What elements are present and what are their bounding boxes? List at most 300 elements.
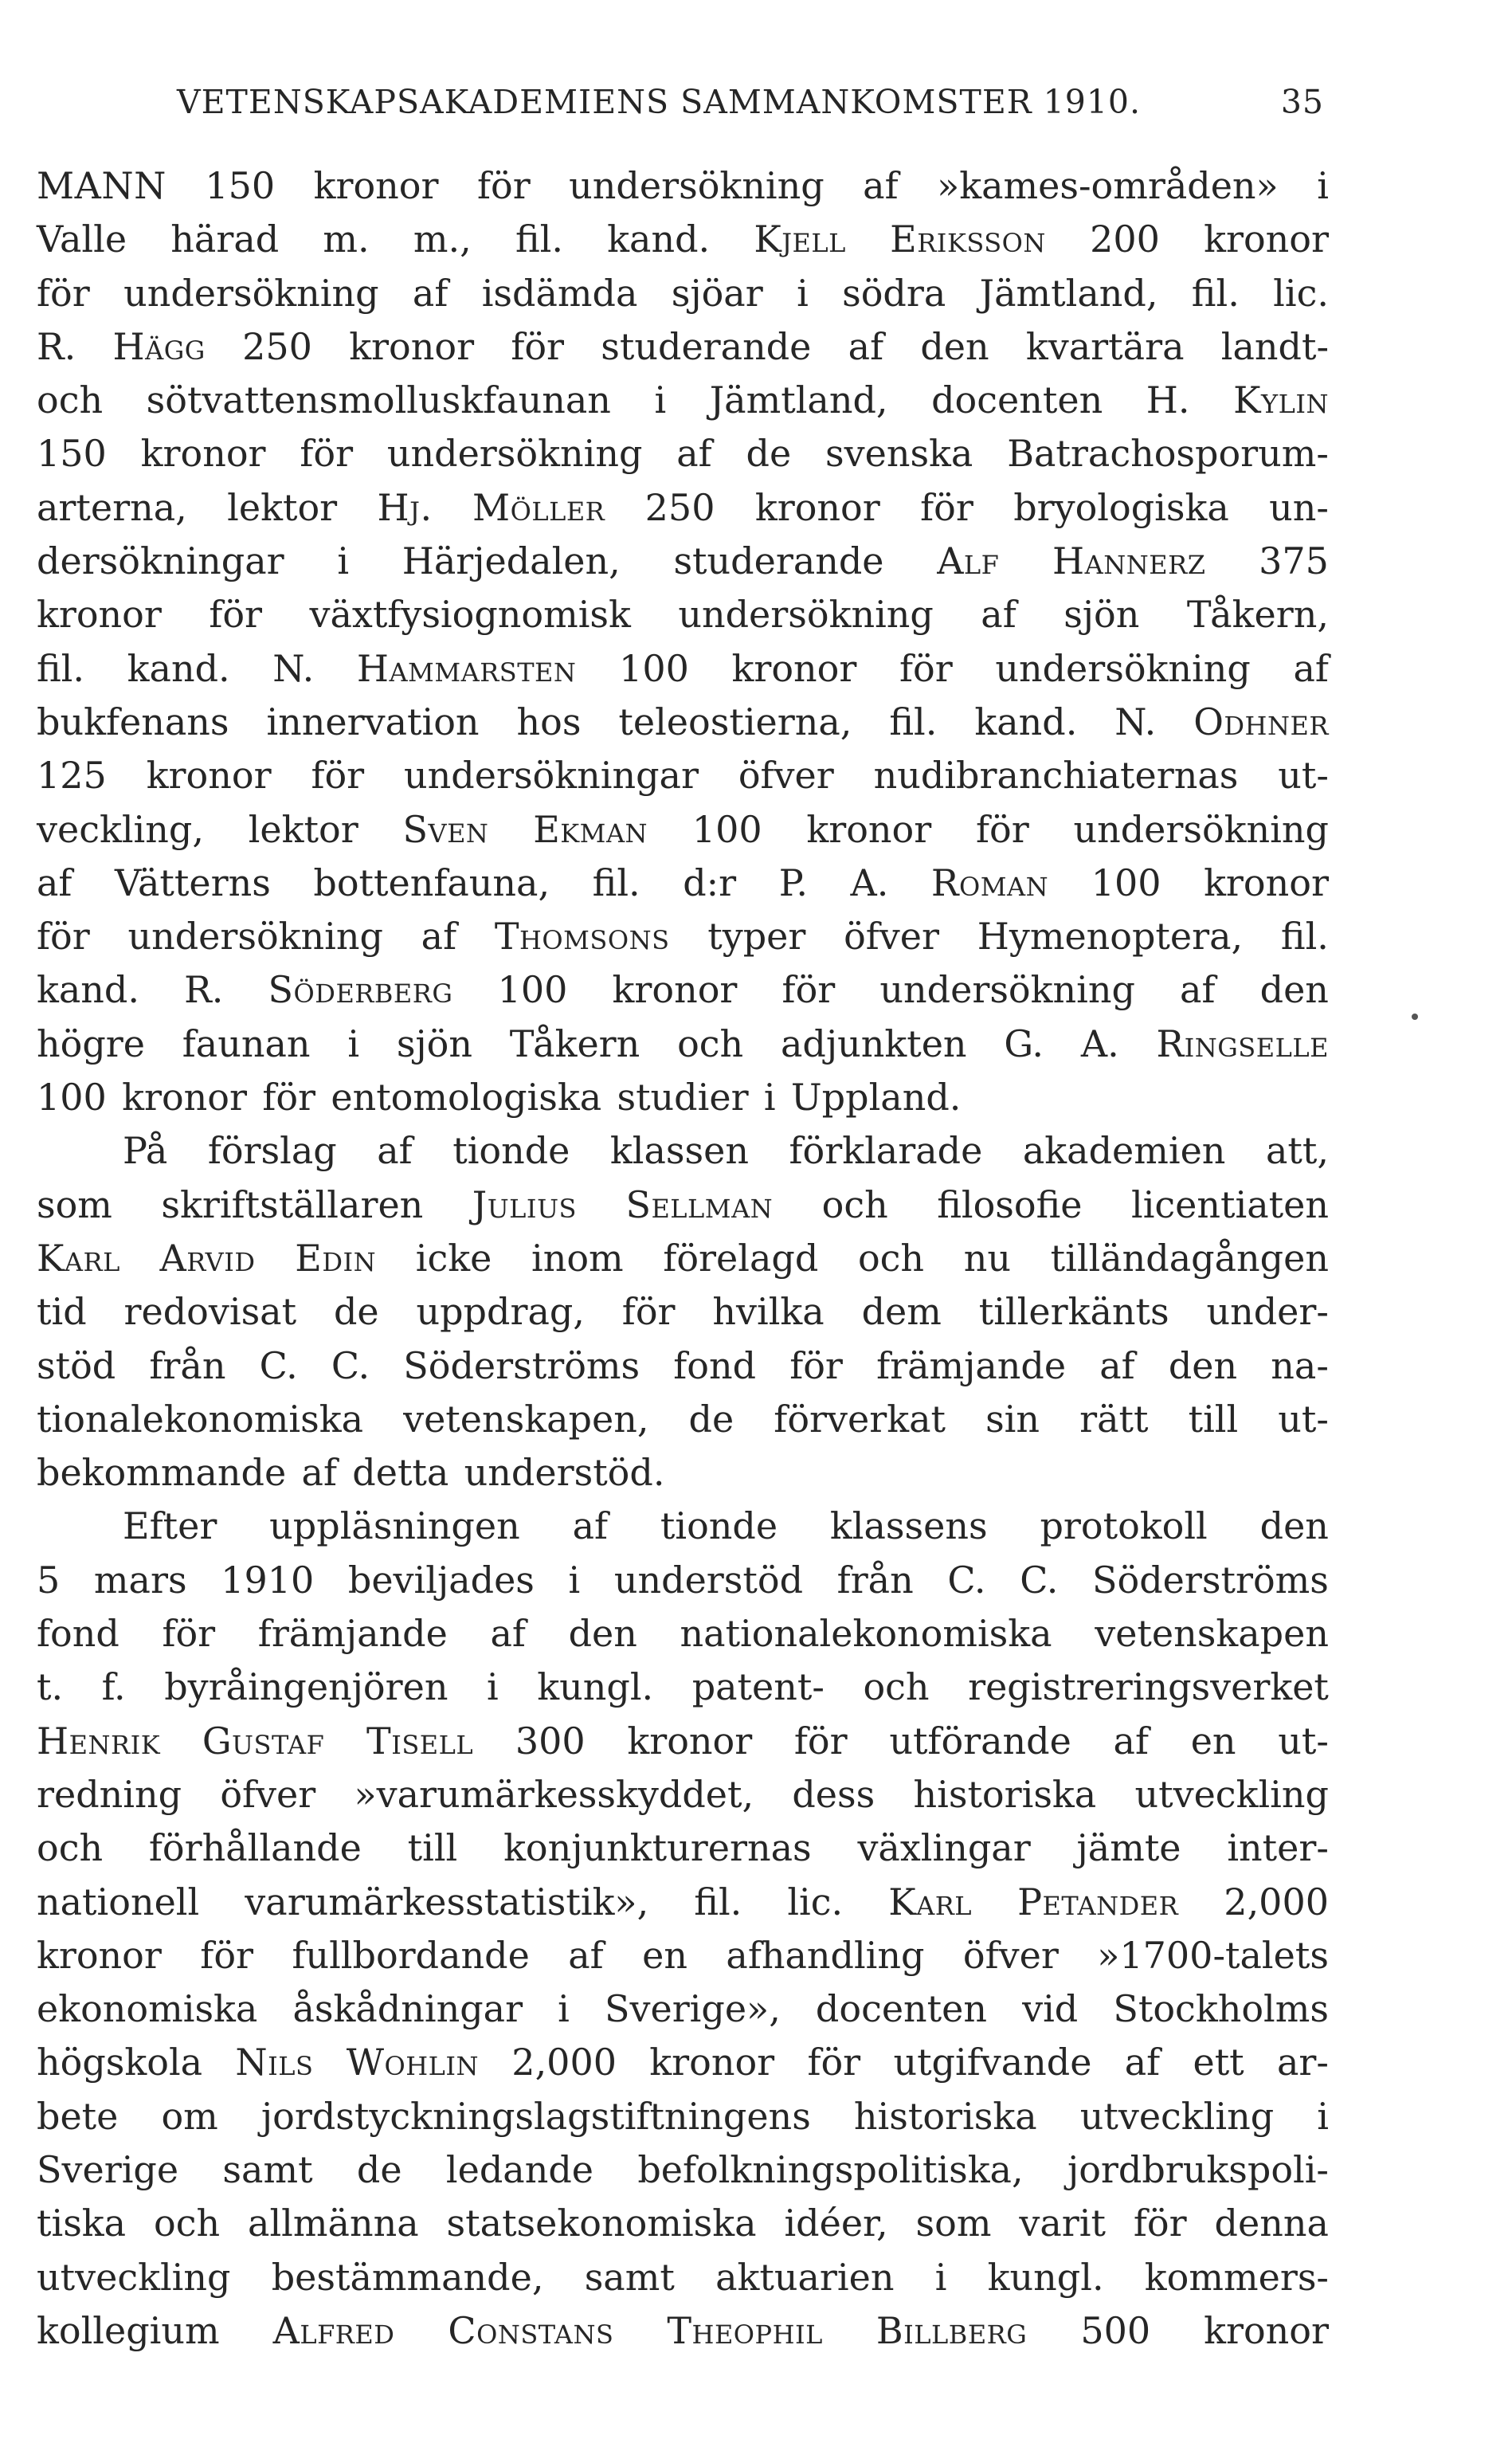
word: i: [568, 1558, 581, 1602]
word: härad: [170, 218, 280, 261]
word: redovisat: [123, 1290, 297, 1334]
word: förslag: [207, 1129, 337, 1173]
word: förklarade: [789, 1129, 983, 1173]
word: studerande: [601, 324, 812, 368]
word: idéer,: [784, 2202, 888, 2245]
word: utveckling: [1079, 2094, 1275, 2138]
word: undersökning: [995, 646, 1251, 690]
word: studier: [617, 1076, 749, 1120]
word: kronor: [612, 968, 738, 1012]
word: 500: [1080, 2308, 1151, 2352]
word: vetenskapen,: [403, 1397, 649, 1441]
word: den: [568, 1612, 637, 1656]
word: 2,000: [1224, 1880, 1329, 1923]
word: un-: [1269, 485, 1329, 529]
word: för: [807, 2041, 861, 2084]
word: af: [1099, 1343, 1135, 1387]
word: för: [200, 1933, 254, 1977]
word: 2,000: [511, 2041, 617, 2084]
word: till: [407, 1826, 458, 1870]
word: fond: [673, 1343, 757, 1387]
word: statsekonomiska: [446, 2202, 757, 2245]
word: akademien: [1022, 1129, 1226, 1173]
word: för: [920, 485, 973, 529]
word: och: [677, 1021, 744, 1065]
word: tillerkänts: [978, 1290, 1169, 1334]
word: hvilka: [712, 1290, 825, 1334]
text-line: [37, 642, 1329, 696]
word: sjön: [396, 1021, 473, 1065]
text-line: [37, 481, 1329, 535]
word: 125: [37, 754, 107, 798]
word: sin: [985, 1397, 1040, 1441]
text-line: [37, 1554, 1329, 1607]
word: klassens: [829, 1504, 988, 1548]
text-line: [37, 267, 1329, 320]
word: af: [1180, 968, 1216, 1012]
word: för: [1133, 2202, 1187, 2245]
word: patent-: [691, 1665, 825, 1709]
text-line: [37, 588, 1329, 641]
word: f.: [101, 1665, 126, 1709]
word: C.: [259, 1343, 298, 1387]
word: R.: [37, 324, 76, 368]
word: i: [347, 1021, 360, 1065]
word: C.: [1020, 1558, 1059, 1602]
word: af: [981, 593, 1016, 637]
word: tionalekonomiska: [37, 1397, 364, 1441]
text-line: [37, 1393, 1329, 1446]
word: Söderströms: [1092, 1558, 1329, 1602]
word: landt-: [1220, 324, 1329, 368]
word: Hymenoptera,: [977, 915, 1244, 959]
word: Härjedalen,: [402, 539, 621, 583]
word: nationell: [37, 1880, 200, 1923]
text-line: [37, 2143, 1329, 2197]
word: klassen: [609, 1129, 749, 1173]
word: utveckling: [37, 2255, 231, 2299]
word: uppläsningen: [269, 1504, 520, 1548]
name-word: Karl: [888, 1880, 973, 1923]
word: och: [37, 378, 104, 422]
word: som: [37, 1182, 112, 1226]
word: från: [149, 1343, 226, 1387]
word: af: [676, 432, 712, 476]
word: 250: [644, 485, 715, 529]
word: C.: [331, 1343, 370, 1387]
word: och: [863, 1665, 930, 1709]
word: 200: [1090, 218, 1160, 261]
word: tionde: [452, 1129, 570, 1173]
word: denna: [1214, 2202, 1329, 2245]
word: dess: [792, 1772, 875, 1816]
name-word: Odhner: [1193, 700, 1329, 743]
name-word: Alf: [937, 539, 1000, 583]
word: Söderströms: [403, 1343, 640, 1387]
word: kronor: [37, 1933, 162, 1977]
word: bekommande: [37, 1451, 287, 1495]
word: ekonomiska: [37, 1987, 258, 2031]
word: Sverige»,: [604, 1987, 781, 2031]
word: för: [262, 1076, 316, 1120]
word: för: [37, 271, 90, 315]
word: ut-: [1278, 1719, 1329, 1763]
word: fil.: [1280, 915, 1329, 959]
running-head: [177, 78, 1324, 126]
name-word: Hammarsten: [356, 646, 577, 690]
name-word: Billberg: [875, 2308, 1028, 2352]
word: lic.: [1273, 271, 1329, 315]
word: Tåkern: [509, 1021, 640, 1065]
word: af: [1293, 646, 1329, 690]
word: inom: [531, 1236, 624, 1280]
name-word: Hägg: [112, 324, 206, 368]
word: 150: [205, 164, 276, 207]
word: i: [797, 271, 809, 315]
text-line: [37, 1178, 1329, 1232]
word: samt: [584, 2255, 675, 2299]
text-line: [37, 1232, 1329, 1285]
margin-speck: [1412, 1014, 1418, 1020]
word: nationalekonomiska: [680, 1612, 1052, 1656]
word: att,: [1265, 1129, 1329, 1173]
word: Tåkern,: [1186, 593, 1329, 637]
word: för: [162, 1612, 216, 1656]
word: docenten: [815, 1987, 988, 2031]
word: befolkningspolitiska,: [637, 2147, 1024, 2191]
word: bete: [37, 2094, 119, 2138]
text-line: [37, 2197, 1329, 2250]
word: i: [654, 378, 667, 422]
word: och: [37, 1826, 104, 1870]
word: utveckling: [1134, 1772, 1329, 1816]
word: öfver: [220, 1772, 316, 1816]
word: studerande: [673, 539, 884, 583]
word: undersökning: [1073, 807, 1329, 851]
word: redning: [37, 1772, 182, 1816]
word: G.: [1004, 1021, 1044, 1065]
name-word: Kylin: [1233, 378, 1329, 422]
word: undersökningar: [404, 754, 699, 798]
word: kvartära: [1025, 324, 1185, 368]
word: för: [37, 915, 90, 959]
name-word: Theophil: [667, 2308, 823, 2352]
text-line: [37, 2036, 1329, 2089]
word: tiska: [37, 2202, 127, 2245]
text-line: [37, 1285, 1329, 1339]
word: Batrachosporum-: [1007, 432, 1329, 476]
word: jämte: [1076, 1826, 1181, 1870]
word: bryologiska: [1013, 485, 1229, 529]
word: fil.: [1191, 271, 1240, 315]
word: H.: [1146, 378, 1190, 422]
name-word: Söderberg: [268, 968, 453, 1012]
word: docenten: [931, 378, 1103, 422]
word: högskola: [37, 2041, 203, 2084]
text-line: [37, 1821, 1329, 1875]
word: tionde: [660, 1504, 778, 1548]
word: sjön: [1063, 593, 1140, 637]
word: kungl.: [987, 2255, 1104, 2299]
word: Stockholms: [1113, 1987, 1329, 2031]
name-word: Sven: [402, 807, 489, 851]
text-line: [37, 1982, 1329, 2036]
word: ar-: [1276, 2041, 1329, 2084]
word: vetenskapen: [1095, 1612, 1329, 1656]
word: i: [487, 1665, 499, 1709]
word: utförande: [889, 1719, 1071, 1763]
word: »1700-talets: [1097, 1933, 1329, 1977]
word: kungl.: [537, 1665, 654, 1709]
word: växtfysiognomisk: [309, 593, 631, 637]
word: aktuarien: [715, 2255, 895, 2299]
word: typer: [707, 915, 806, 959]
word: kand.: [607, 218, 711, 261]
word: den: [1168, 1343, 1238, 1387]
word: fond: [37, 1612, 119, 1656]
text-line: [37, 535, 1329, 588]
word: af: [377, 1129, 413, 1173]
word: södra: [842, 271, 946, 315]
word: jordstyckningslagstiftningens: [260, 2094, 811, 2138]
word: Uppland.: [790, 1076, 962, 1120]
word: nudibranchiaternas: [873, 754, 1239, 798]
word: På: [123, 1129, 168, 1173]
word: af: [301, 1451, 337, 1495]
name-word: Wohlin: [346, 2041, 480, 2084]
word: och: [821, 1182, 888, 1226]
word: 100: [37, 1076, 107, 1120]
word: skriftställaren: [161, 1182, 424, 1226]
word: undersökning: [569, 164, 825, 207]
word: lic.: [787, 1880, 844, 1923]
word: kronor: [806, 807, 932, 851]
name-word: Gustaf: [202, 1719, 325, 1763]
word: faunan: [182, 1021, 311, 1065]
word: ut-: [1278, 1397, 1329, 1441]
word: registreringsverket: [968, 1665, 1329, 1709]
word: åskådningar: [292, 1987, 523, 2031]
word: Sverige: [37, 2147, 179, 2191]
word: af: [37, 861, 72, 904]
word: öfver: [962, 1933, 1059, 1977]
text-line: [37, 910, 1329, 963]
word: kommers-: [1144, 2255, 1329, 2299]
word: af: [412, 271, 449, 315]
word: filosofie: [937, 1182, 1083, 1226]
text-line: [37, 1661, 1329, 1714]
word: t.: [37, 1665, 64, 1709]
name-word: Julius: [472, 1182, 577, 1226]
word: beviljades: [347, 1558, 535, 1602]
word: A.: [1080, 1021, 1119, 1065]
word: Efter: [123, 1504, 217, 1548]
word: förelagd: [663, 1236, 819, 1280]
word: 100: [619, 646, 689, 690]
word: Valle: [37, 218, 127, 261]
word: den: [920, 324, 989, 368]
word: 100: [1091, 861, 1161, 904]
word: sötvattensmolluskfaunan: [146, 378, 611, 422]
word: ett: [1193, 2041, 1244, 2084]
name-word: MANN: [37, 164, 166, 207]
word: kronor: [649, 2041, 775, 2084]
body-text: [37, 159, 1329, 2358]
word: R.: [184, 968, 224, 1012]
word: i: [763, 1076, 776, 1120]
word: licentiaten: [1130, 1182, 1329, 1226]
word: understöd: [613, 1558, 804, 1602]
word: af: [863, 164, 899, 207]
word: tilländagången: [1050, 1236, 1329, 1280]
word: 1910: [221, 1558, 315, 1602]
word: fullbordande: [292, 1933, 530, 1977]
word: en: [1190, 1719, 1236, 1763]
name-word: Ekman: [533, 807, 648, 851]
name-word: Alfred: [272, 2308, 395, 2352]
word: för: [300, 432, 354, 476]
word: de: [356, 2147, 402, 2191]
name-word: Thomsons: [494, 915, 670, 959]
word: mars: [93, 1558, 187, 1602]
text-line: [37, 1876, 1329, 1929]
text-line: [37, 1446, 1329, 1500]
word: tid: [37, 1290, 87, 1334]
word: undersökning: [879, 968, 1135, 1012]
name-word: Petander: [1017, 1880, 1179, 1923]
text-line: [37, 1339, 1329, 1393]
word: de: [688, 1397, 734, 1441]
word: historiska: [853, 2094, 1037, 2138]
word: till: [1188, 1397, 1239, 1441]
text-line: [37, 1768, 1329, 1821]
text-line: [37, 1715, 1329, 1768]
word: kand.: [974, 700, 1078, 743]
word: inter-: [1227, 1826, 1329, 1870]
word: m.: [323, 218, 370, 261]
name-word: Edin: [295, 1236, 377, 1280]
word: kronor: [731, 646, 857, 690]
name-word: Tisell: [366, 1719, 474, 1763]
word: af: [421, 915, 457, 959]
name-word: Möller: [472, 485, 605, 529]
text-line: [37, 857, 1329, 910]
word: svenska: [825, 432, 973, 476]
word: varumärkesstatistik»,: [245, 1880, 649, 1923]
word: undersökning: [386, 432, 643, 476]
word: Jämtland,: [979, 271, 1158, 315]
word: isdämda: [481, 271, 638, 315]
word: d:r: [683, 861, 737, 904]
word: kronor: [140, 432, 266, 476]
word: na-: [1271, 1343, 1329, 1387]
word: kronor: [1204, 2308, 1329, 2352]
word: i: [337, 539, 350, 583]
word: kronor: [754, 485, 880, 529]
word: af: [572, 1504, 609, 1548]
word: växlingar: [857, 1826, 1031, 1870]
word: adjunkten: [780, 1021, 967, 1065]
word: N.: [1114, 700, 1157, 743]
word: för: [311, 754, 365, 798]
running-head-title: VETENSKAPSAKADEMIENS SAMMANKOMSTER 1910.: [177, 83, 1142, 121]
word: nu: [963, 1236, 1011, 1280]
word: innervation: [266, 700, 480, 743]
text-line: [37, 374, 1329, 427]
word: för: [209, 593, 263, 637]
word: bukfenans: [37, 700, 229, 743]
text-line: [37, 1929, 1329, 1982]
name-word: Hannerz: [1052, 539, 1206, 583]
word: för: [781, 968, 836, 1012]
name-word: Constans: [448, 2308, 614, 2352]
word: för: [621, 1290, 676, 1334]
word: jordbrukspoli-: [1067, 2147, 1329, 2191]
word: sjöar: [671, 271, 763, 315]
word: kronor: [146, 754, 272, 798]
name-word: Henrik: [37, 1719, 161, 1763]
text-line: [37, 749, 1329, 802]
word: utgifvande: [893, 2041, 1092, 2084]
word: af: [848, 324, 884, 368]
word: från: [836, 1558, 914, 1602]
word: 375: [1259, 539, 1329, 583]
word: lektor: [227, 485, 338, 529]
word: som: [915, 2202, 992, 2245]
text-line: [37, 1500, 1329, 1553]
word: kronor: [122, 1076, 247, 1120]
text-line: [37, 213, 1329, 266]
word: entomologiska: [331, 1076, 602, 1120]
word: bestämmande,: [271, 2255, 544, 2299]
word: fil.: [694, 1880, 742, 1923]
text-line: [37, 1071, 1329, 1124]
word: varit: [1019, 2202, 1106, 2245]
word: kand.: [127, 646, 230, 690]
text-line: [37, 803, 1329, 857]
word: dersökningar: [37, 539, 284, 583]
text-line: [37, 320, 1329, 374]
word: den: [1259, 1504, 1329, 1548]
word: i: [1317, 2094, 1329, 2138]
word: dem: [861, 1290, 942, 1334]
text-line: [37, 2304, 1329, 2358]
word: »varumärkesskyddet,: [354, 1772, 754, 1816]
word: för: [899, 646, 953, 690]
word: N.: [272, 646, 315, 690]
word: för: [793, 1719, 848, 1763]
word: C.: [947, 1558, 986, 1602]
word: undersökning: [678, 593, 934, 637]
word: de: [333, 1290, 379, 1334]
word: kand.: [37, 968, 139, 1012]
word: konjunkturernas: [503, 1826, 812, 1870]
text-line: [37, 963, 1329, 1017]
text-line: [37, 159, 1329, 213]
text-line: [37, 696, 1329, 749]
word: undersökning: [123, 271, 379, 315]
word: teleostierna,: [618, 700, 852, 743]
word: af: [1113, 1719, 1149, 1763]
word: af: [568, 1933, 604, 1977]
word: samt: [222, 2147, 313, 2191]
word: högre: [37, 1021, 145, 1065]
word: de: [746, 432, 792, 476]
word: Jämtland,: [709, 378, 888, 422]
word: förverkat: [774, 1397, 946, 1441]
word: veckling,: [37, 807, 204, 851]
word: en: [642, 1933, 687, 1977]
